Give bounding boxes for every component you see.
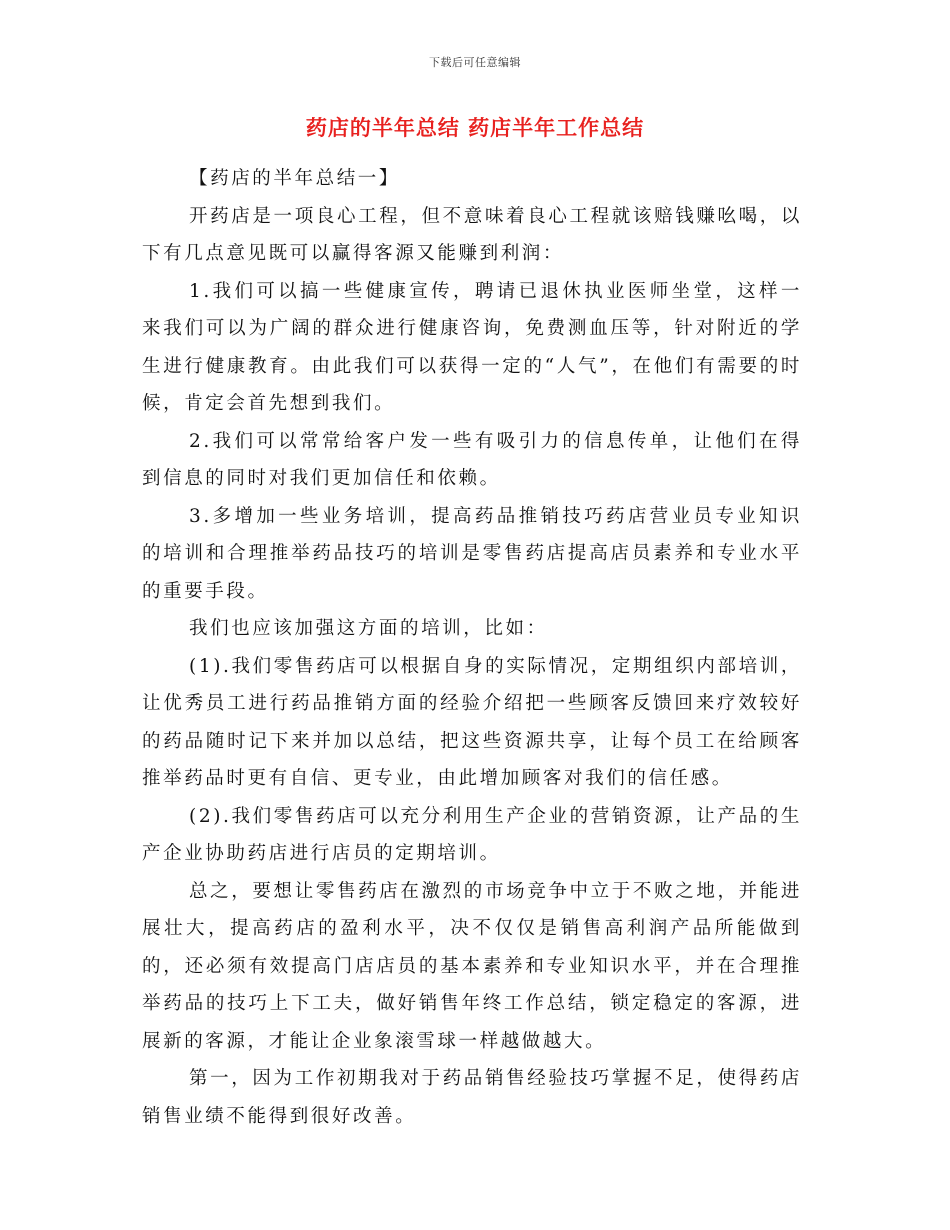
paragraph-subpoint-2: (2).我们零售药店可以充分利用生产企业的营销资源，让产品的生产企业协助药店进行店员的定期培训。 <box>142 805 802 864</box>
paragraph-subpoint-1: (1).我们零售药店可以根据自身的实际情况，定期组织内部培训，让优秀员工进行药品推销方面的经验介绍把一些顾客反馈回来疗效较好的药品随时记下来并加以总结，把这些资源共享，让每个员工在给顾客推举药品时更有自信、更专业，由此增加顾客对我们的信任感。 <box>142 655 802 789</box>
document-body <box>142 160 802 1135</box>
paragraph-training-intro: 我们也应该加强这方面的培训，比如： <box>189 618 548 639</box>
document-title: 药店的半年总结 药店半年工作总结 <box>305 115 645 140</box>
paragraph-point-2: 2.我们可以常常给客户发一些有吸引力的信息传单，让他们在得到信息的同时对我们更加信任和依赖。 <box>142 430 802 489</box>
page-header: 下载后可任意编辑 <box>429 56 521 69</box>
paragraph-point-1: 1.我们可以搞一些健康宣传，聘请已退休执业医师坐堂，这样一来我们可以为广阔的群众进行健康咨询，免费测血压等，针对附近的学生进行健康教育。由此我们可以获得一定的“人气”，在他们有需要的时候，肯定会首先想到我们。 <box>142 280 802 414</box>
paragraph-summary: 总之，要想让零售药店在激烈的市场竞争中立于不败之地，并能进展壮大，提高药店的盈利水平，决不仅仅是销售高利润产品所能做到的，还必须有效提高门店店员的基本素养和专业知识水平，并在合理推举药品的技巧上下工夫，做好销售年终工作总结，锁定稳定的客源，进展新的客源，才能让企业象滚雪球一样越做越大。 <box>142 880 802 1052</box>
paragraph-first-issue: 第一，因为工作初期我对于药品销售经验技巧掌握不足，使得药店销售业绩不能得到很好改善。 <box>142 1068 802 1127</box>
section-heading: 【药店的半年总结一】 <box>189 168 401 189</box>
paragraph-intro: 开药店是一项良心工程，但不意味着良心工程就该赔钱赚吆喝，以下有几点意见既可以赢得客源又能赚到利润： <box>142 205 802 264</box>
paragraph-point-3: 3.多增加一些业务培训，提高药品推销技巧药店营业员专业知识的培训和合理推举药品技巧的培训是零售药店提高店员素养和专业水平的重要手段。 <box>142 505 802 602</box>
